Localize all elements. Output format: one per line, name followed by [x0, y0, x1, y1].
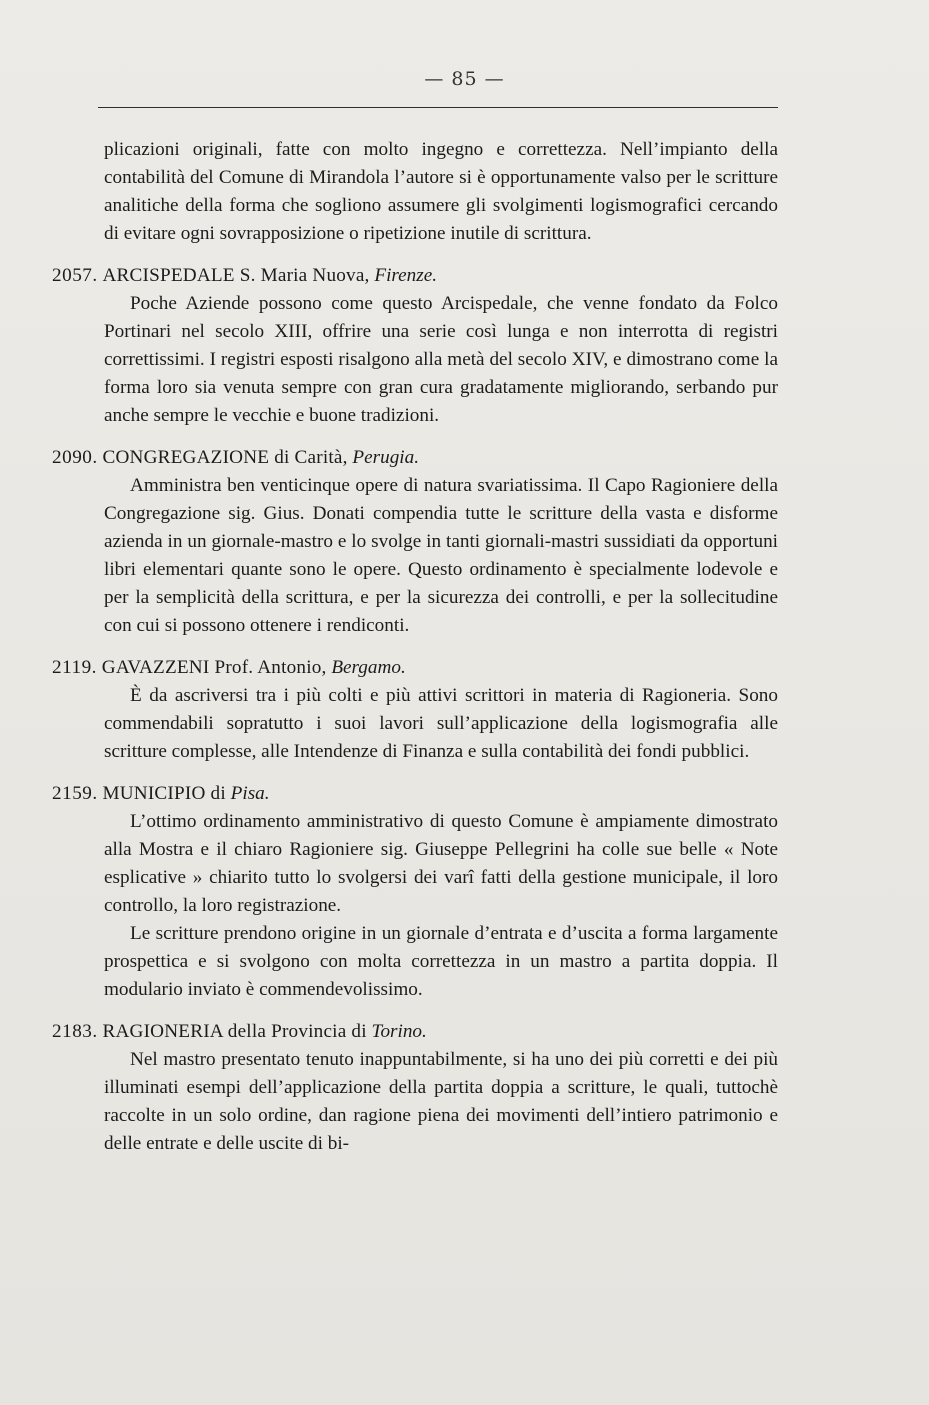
entry-heading [52, 262, 778, 290]
page-number: — 85 — [424, 68, 505, 90]
entry-number: 2057. [52, 265, 98, 286]
page-body [52, 136, 778, 1158]
entry-number: 2183. [52, 1021, 98, 1042]
entry-paragraph: Nel mastro presentato tenuto inappuntabilmente, si ha uno dei più corretti e dei più illuminati esempi dell’applicazione della partita doppia a scritture, le quali, tuttochè raccolte in un solo ordine, dan ragione piena dei movimenti dell’intiero patrimonio e delle entrate e delle uscite di bi- [104, 1049, 778, 1154]
entry-2057 [52, 262, 778, 430]
entry-paragraph: Amministra ben venticinque opere di natura svariatissima. Il Capo Ragioniere della Congregazione sig. Gius. Donati compendia tutte le scritture della vasta e disforme azienda in un giornale-mastro e lo svolge in tanti giornali-mastri sussidiati da opportuni libri elementari quante sono le opere. Questo ordinamento è specialmente lodevole e per la semplicità della scrittura, e per la sicurezza dei controlli, e per la sollecitudine con cui si possono ottenere i rendiconti. [104, 475, 778, 636]
entry-2119 [52, 654, 778, 766]
entry-city: Firenze. [374, 265, 438, 286]
entry-2159 [52, 780, 778, 1004]
entry-name: GAVAZZENI Prof. Antonio, [101, 657, 327, 678]
entry-number: 2119. [52, 657, 97, 678]
entry-2183 [52, 1018, 778, 1158]
entry-heading [52, 654, 778, 682]
entry-paragraph: L’ottimo ordinamento amministrativo di questo Comune è ampiamente dimostrato alla Mostra e il chiaro Ragioniere sig. Giuseppe Pellegrini ha colle sue belle « Note esplicative » chiarito tutto lo svolgersi dei varî fatti della gestione municipale, il loro controllo, la loro registrazione. [104, 811, 778, 916]
entry-number: 2090. [52, 447, 98, 468]
intro-paragraph: plicazioni originali, fatte con molto ingegno e correttezza. Nell’impianto della contabilità del Comune di Mirandola l’autore si è opportunamente valso per le scritture analitiche della forma che sogliono assumere gli svolgimenti logismografici cercando di evitare ogni sovrapposizione o ripetizione inutile di scrittura. [104, 139, 778, 244]
entry-2090 [52, 444, 778, 640]
entry-number: 2159. [52, 783, 98, 804]
entry-name: MUNICIPIO di [102, 783, 226, 804]
entry-name: ARCISPEDALE S. Maria Nuova, [102, 265, 370, 286]
entry-city: Perugia. [352, 447, 420, 468]
entry-heading [52, 780, 778, 808]
entry-heading [52, 1018, 778, 1046]
entry-city: Pisa. [230, 783, 270, 804]
entry-name: CONGREGAZIONE di Carità, [102, 447, 348, 468]
entry-city: Bergamo. [331, 657, 406, 678]
entry-paragraph: Le scritture prendono origine in un giornale d’entrata e d’uscita a forma largamente prospettica e si svolgono con molta correttezza in un mastro a partita doppia. Il modulario inviato è commendevolissimo. [104, 923, 778, 1000]
entry-name: RAGIONERIA della Provincia di [102, 1021, 367, 1042]
entry-paragraph: È da ascriversi tra i più colti e più attivi scrittori in materia di Ragioneria. Sono commendabili sopratutto i suoi lavori sull’applicazione della logismografia alle scritture complesse, alle Intendenze di Finanza e sulla contabilità dei fondi pubblici. [104, 685, 778, 762]
header-rule [98, 107, 778, 108]
entry-city: Torino. [371, 1021, 427, 1042]
entry-heading [52, 444, 778, 472]
entry-paragraph: Poche Aziende possono come questo Arcispedale, che venne fondato da Folco Portinari nel secolo XIII, offrire una serie così lunga e non interrotta di registri correttissimi. I registri esposti risalgono alla metà del secolo XIV, e dimostrano come la forma loro sia venuta sempre con gran cura gradatamente migliorando, serbando pur anche sempre le vecchie e buone tradizioni. [104, 293, 778, 426]
